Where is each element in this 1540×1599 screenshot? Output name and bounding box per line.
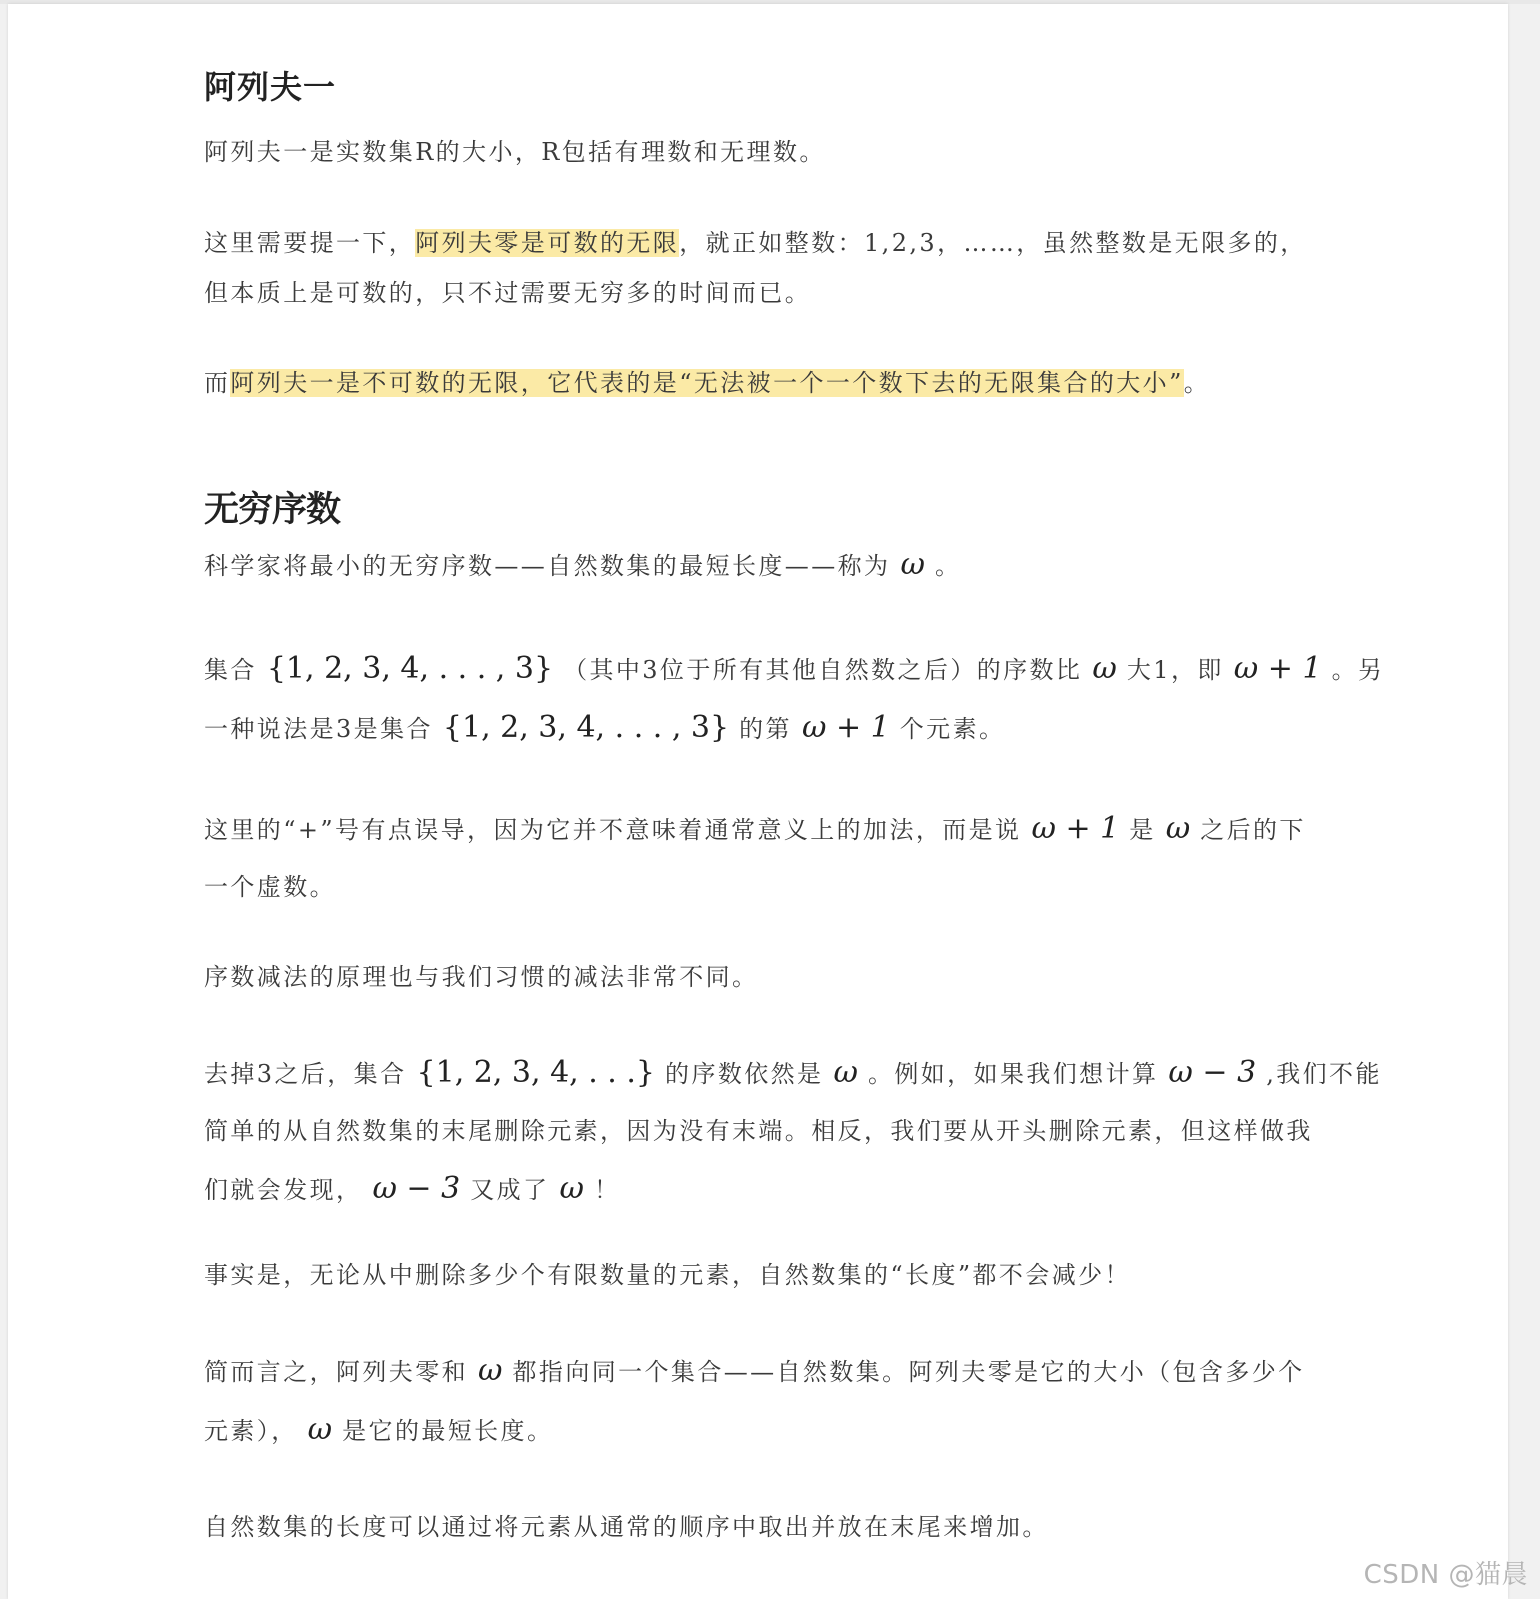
paragraph	[204, 218, 1354, 318]
text: ，就正如整数：1,2,3，……，虽然整数是无限多的，	[679, 229, 1307, 257]
text: 又成了	[470, 1176, 550, 1204]
highlight-text: 阿列夫零是可数的无限	[415, 229, 680, 257]
text: 都指向同一个集合——自然数集。阿列夫零是它的大小（包含多少个	[512, 1358, 1305, 1386]
text: 集合	[204, 656, 257, 684]
text: 。例如，如果我们想计算	[867, 1060, 1159, 1088]
text: 元素），	[204, 1417, 298, 1445]
math-omega-plus-1: ω + 1	[801, 710, 890, 745]
text: 是	[1129, 816, 1156, 844]
text: 的第	[739, 715, 792, 743]
section-heading-infinite-ordinals: 无穷序数	[204, 490, 341, 530]
text: 一种说法是3是集合	[204, 715, 433, 743]
text: 而	[204, 369, 231, 397]
paragraph	[204, 540, 1354, 591]
math-omega: ω	[478, 1353, 503, 1388]
paragraph	[204, 952, 1354, 1002]
math-omega: ω	[833, 1055, 858, 1090]
text: 阿列夫一是实数集R的大小，R包括有理数和无理数。	[204, 138, 826, 166]
math-set-with-3: {1, 2, 3, 4, . . . , 3}	[266, 651, 554, 686]
paragraph	[204, 358, 1354, 408]
text: 。	[934, 552, 962, 580]
text: （其中3位于所有其他自然数之后）的序数比	[563, 656, 1083, 684]
text: 自然数集的长度可以通过将元素从通常的顺序中取出并放在末尾来增加。	[204, 1513, 1049, 1541]
text: ！	[593, 1176, 621, 1204]
text: 们就会发现，	[204, 1176, 363, 1204]
paragraph	[204, 1044, 1382, 1219]
text: 科学家将最小的无穷序数——自然数集的最短长度——称为	[204, 552, 891, 580]
paragraph	[204, 800, 1354, 916]
text: 这里需要提一下，	[204, 229, 416, 257]
text: 事实是，无论从中删除多少个有限数量的元素，自然数集的“长度”都不会减少！	[204, 1261, 1131, 1289]
text: 序数减法的原理也与我们习惯的减法非常不同。	[204, 963, 759, 991]
math-omega: ω	[307, 1412, 333, 1447]
paragraph	[204, 1250, 1354, 1300]
text: 个元素。	[899, 715, 1006, 743]
text: 简单的从自然数集的末尾删除元素，因为没有末端。相反，我们要从开头删除元素，但这样做我	[204, 1117, 1313, 1145]
text: 大1，即	[1126, 656, 1224, 684]
text: 。	[1183, 369, 1211, 397]
highlight-text: 阿列夫一是不可数的无限，它代表的是“无法被一个一个数下去的无限集合的大小”	[230, 369, 1184, 397]
text: 一个虚数。	[204, 873, 336, 901]
text: ,我们不能	[1266, 1060, 1382, 1088]
math-omega-minus-3: ω − 3	[372, 1171, 461, 1206]
section-heading-aleph-one: 阿列夫一	[204, 68, 337, 106]
text: 。另	[1331, 656, 1385, 684]
math-omega: ω	[1092, 651, 1117, 686]
csdn-watermark: CSDN @猫晨	[1363, 1560, 1528, 1590]
text: 的序数依然是	[665, 1060, 824, 1088]
math-omega-plus-1: ω + 1	[1031, 811, 1120, 846]
math-omega: ω	[1165, 811, 1191, 846]
text: 去掉3之后，集合	[204, 1060, 407, 1088]
paragraph	[204, 1342, 1354, 1460]
math-omega-plus-1: ω + 1	[1233, 651, 1322, 686]
paragraph	[204, 1502, 1354, 1552]
math-omega: ω	[559, 1171, 584, 1206]
math-set-with-3: {1, 2, 3, 4, . . . , 3}	[442, 710, 730, 745]
text: 之后的下	[1200, 816, 1306, 844]
paragraph	[204, 127, 1354, 177]
article-page	[8, 4, 1508, 1599]
text: 是它的最短长度。	[342, 1417, 554, 1445]
text: 简而言之，阿列夫零和	[204, 1358, 468, 1386]
math-natural-set: {1, 2, 3, 4, . . .}	[416, 1055, 656, 1090]
text: 这里的“+”号有点误导，因为它并不意味着通常意义上的加法，而是说	[204, 816, 1022, 844]
math-omega-minus-3: ω − 3	[1168, 1055, 1257, 1090]
paragraph	[204, 640, 1385, 758]
text: 但本质上是可数的，只不过需要无穷多的时间而已。	[204, 279, 812, 307]
math-omega: ω	[900, 547, 925, 582]
